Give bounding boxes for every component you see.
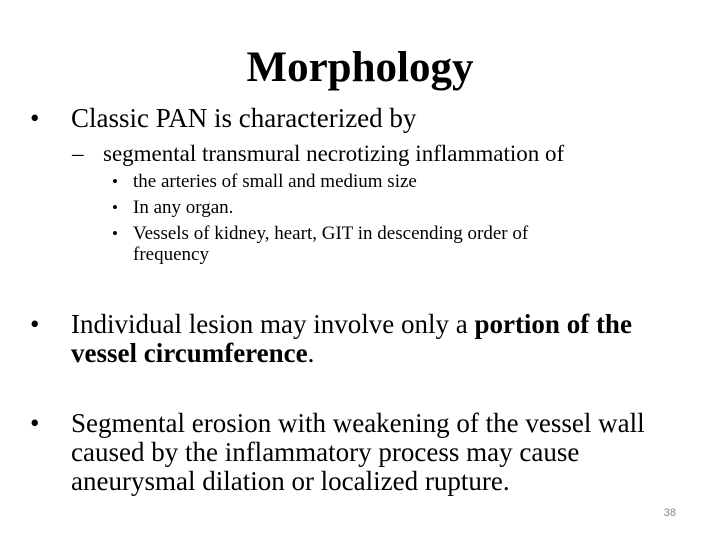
bullet-marker: •: [112, 224, 118, 243]
sub-bullet-segmental: [72, 141, 672, 167]
sub-sub-bullet-text: Vessels of kidney, heart, GIT in descending order of frequency: [133, 223, 529, 265]
bullet-marker: •: [30, 103, 40, 133]
sub-bullet-text: segmental transmural necrotizing inflammation of: [103, 141, 565, 166]
bullet-text: Segmental erosion with weakening of the vessel wall caused by the inflammatory process may cause aneurysmal dilation or localized rupture.: [71, 408, 645, 496]
sub-sub-bullet-vessels: [112, 223, 612, 265]
bullet-marker: •: [30, 408, 40, 438]
bullet-text: Classic PAN is characterized by: [71, 103, 417, 133]
sub-sub-bullet-text: the arteries of small and medium size: [133, 171, 417, 192]
slide-title: Morphology: [246, 44, 474, 91]
bullet-classic-pan: [30, 104, 670, 133]
bullet-text-bold: portion of the vessel circumference: [71, 309, 632, 368]
sub-sub-bullet-text: In any organ.: [133, 197, 234, 218]
sub-sub-bullet-arteries: [112, 171, 612, 192]
bullet-text: [71, 310, 670, 368]
sub-sub-bullet-any-organ: [112, 197, 612, 218]
bullet-text-end: .: [307, 338, 315, 368]
bullet-text-plain: Individual lesion may involve only a: [71, 309, 475, 339]
bullet-segmental-erosion: [30, 409, 670, 496]
page-number: 38: [663, 507, 676, 519]
bullet-marker: •: [112, 172, 118, 191]
bullet-marker: •: [30, 309, 40, 339]
bullet-individual-lesion: [30, 310, 670, 368]
bullet-marker: •: [112, 198, 118, 217]
dash-marker: –: [72, 141, 84, 166]
